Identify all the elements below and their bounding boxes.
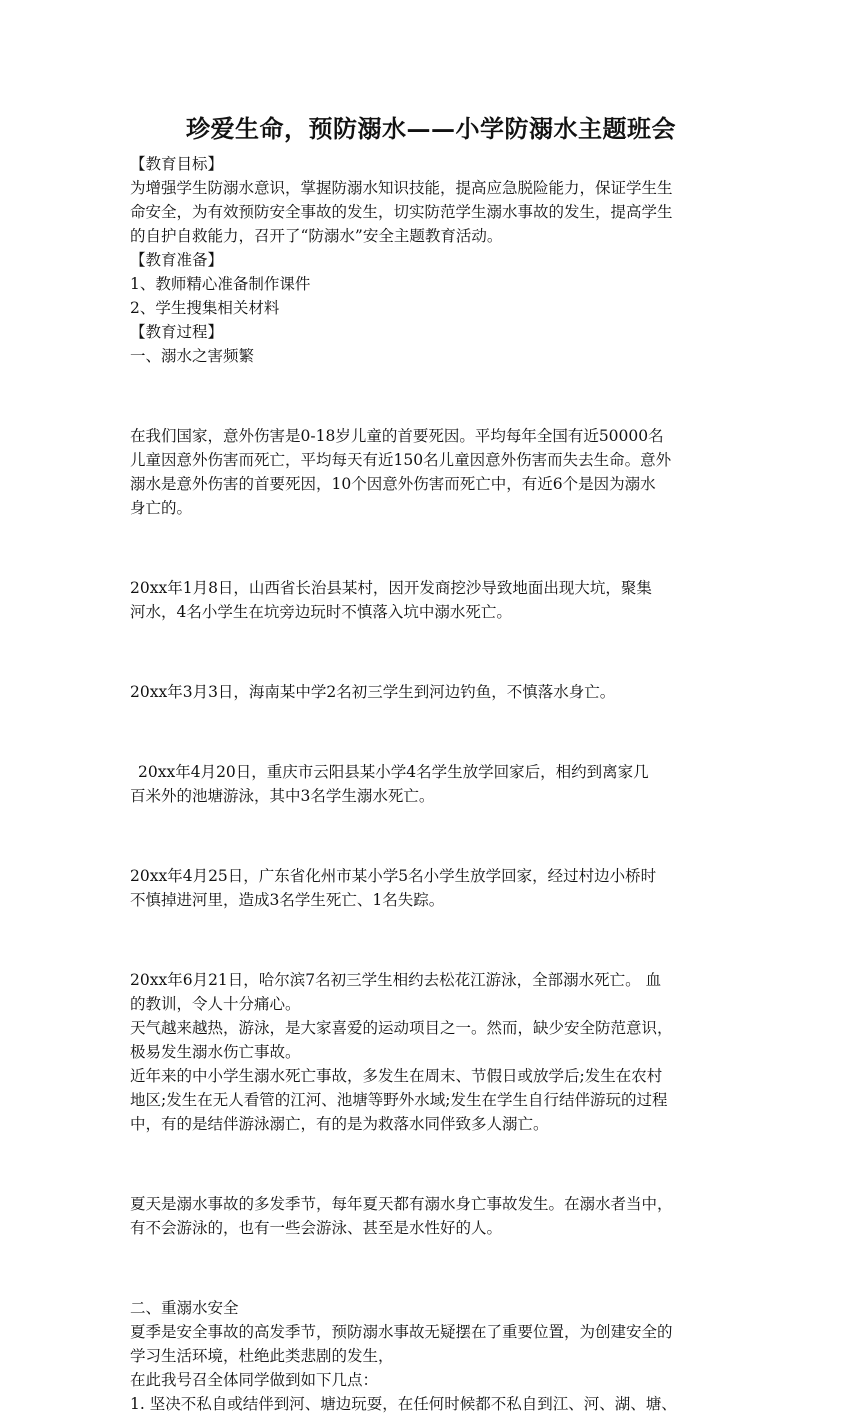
text-line: 身亡的。 <box>130 499 193 517</box>
blank-line <box>130 640 738 664</box>
text-line: 20xx年4月20日，重庆市云阳县某小学4名学生放学回家后，相约到离家几 <box>138 763 649 781</box>
text-line: 天气越来越热，游泳，是大家喜爱的运动项目之一。然而，缺少安全防范意识， <box>130 1019 673 1037</box>
text-line: 【教育过程】 <box>130 323 224 341</box>
text-line: 20xx年1月8日，山西省长治县某村，因开发商挖沙导致地面出现大坑，聚集 <box>130 579 652 597</box>
blank-line <box>130 1256 738 1280</box>
text-line: 地区;发生在无人看管的江河、池塘等野外水域;发生在学生自行结伴游玩的过程 <box>130 1091 668 1109</box>
text-line: 中，有的是结伴游泳溺亡，有的是为救落水同伴致多人溺亡。 <box>130 1115 549 1133</box>
blank-line <box>130 824 738 848</box>
text-line: 夏季是安全事故的高发季节，预防溺水事故无疑摆在了重要位置，为创建安全的 <box>130 1323 673 1341</box>
text-line: 命安全，为有效预防安全事故的发生，切实防范学生溺水事故的发生，提高学生 <box>130 203 673 221</box>
document-page <box>130 112 738 1416</box>
text-line: 在此我号召全体同学做到如下几点： <box>130 1371 379 1389</box>
blank-line <box>130 536 738 560</box>
text-line: 河水，4名小学生在坑旁边玩时不慎落入坑中溺水死亡。 <box>130 603 512 621</box>
text-line: 1. 坚决不私自或结伴到河、塘边玩耍，在任何时候都不私自到江、河、湖、塘、 <box>130 1395 677 1413</box>
text-line: 的教训，令人十分痛心。 <box>130 995 301 1013</box>
text-line: 【教育准备】 <box>130 251 224 269</box>
text-line: 极易发生溺水伤亡事故。 <box>130 1043 301 1061</box>
text-line: 学习生活环境，杜绝此类悲剧的发生， <box>130 1347 394 1365</box>
text-line: 溺水是意外伤害的首要死因，10个因意外伤害而死亡中，有近6个是因为溺水 <box>130 475 656 493</box>
text-line: 二、重溺水安全 <box>130 1299 239 1317</box>
text-line: 有不会游泳的，也有一些会游泳、甚至是水性好的人。 <box>130 1219 503 1237</box>
blank-line <box>130 720 738 744</box>
text-line: 的自护自救能力，召开了“防溺水”安全主题教育活动。 <box>130 227 503 245</box>
text-line: 1、教师精心准备制作课件 <box>130 275 311 293</box>
text-line: 20xx年3月3日，海南某中学2名初三学生到河边钓鱼，不慎落水身亡。 <box>130 683 616 701</box>
blank-line <box>130 1152 738 1176</box>
text-line: 20xx年6月21日，哈尔滨7名初三学生相约去松花江游泳，全部溺水死亡。 血 <box>130 971 662 989</box>
text-line: 在我们国家，意外伤害是0-18岁儿童的首要死因。平均每年全国有近50000名 <box>130 427 664 445</box>
text-line: 不慎掉进河里，造成3名学生死亡、1名失踪。 <box>130 891 445 909</box>
text-line: 一、溺水之害频繁 <box>130 347 255 365</box>
text-line: 【教育目标】 <box>130 155 224 173</box>
text-line: 近年来的中小学生溺水死亡事故，多发生在周末、节假日或放学后;发生在农村 <box>130 1067 663 1085</box>
text-line: 儿童因意外伤害而死亡，平均每天有近150名儿童因意外伤害而失去生命。意外 <box>130 451 672 469</box>
text-line: 20xx年4月25日，广东省化州市某小学5名小学生放学回家，经过村边小桥时 <box>130 867 657 885</box>
text-line: 夏天是溺水事故的多发季节，每年夏天都有溺水身亡事故发生。在溺水者当中， <box>130 1195 673 1213</box>
blank-line <box>130 384 738 408</box>
document-title: 珍爱生命，预防溺水——小学防溺水主题班会 <box>186 114 676 143</box>
text-line: 为增强学生防溺水意识，掌握防溺水知识技能，提高应急脱险能力，保证学生生 <box>130 179 673 197</box>
document-body <box>130 152 738 1416</box>
blank-line <box>130 928 738 952</box>
text-line: 百米外的池塘游泳，其中3名学生溺水死亡。 <box>130 787 435 805</box>
text-line: 2、学生搜集相关材料 <box>130 299 280 317</box>
